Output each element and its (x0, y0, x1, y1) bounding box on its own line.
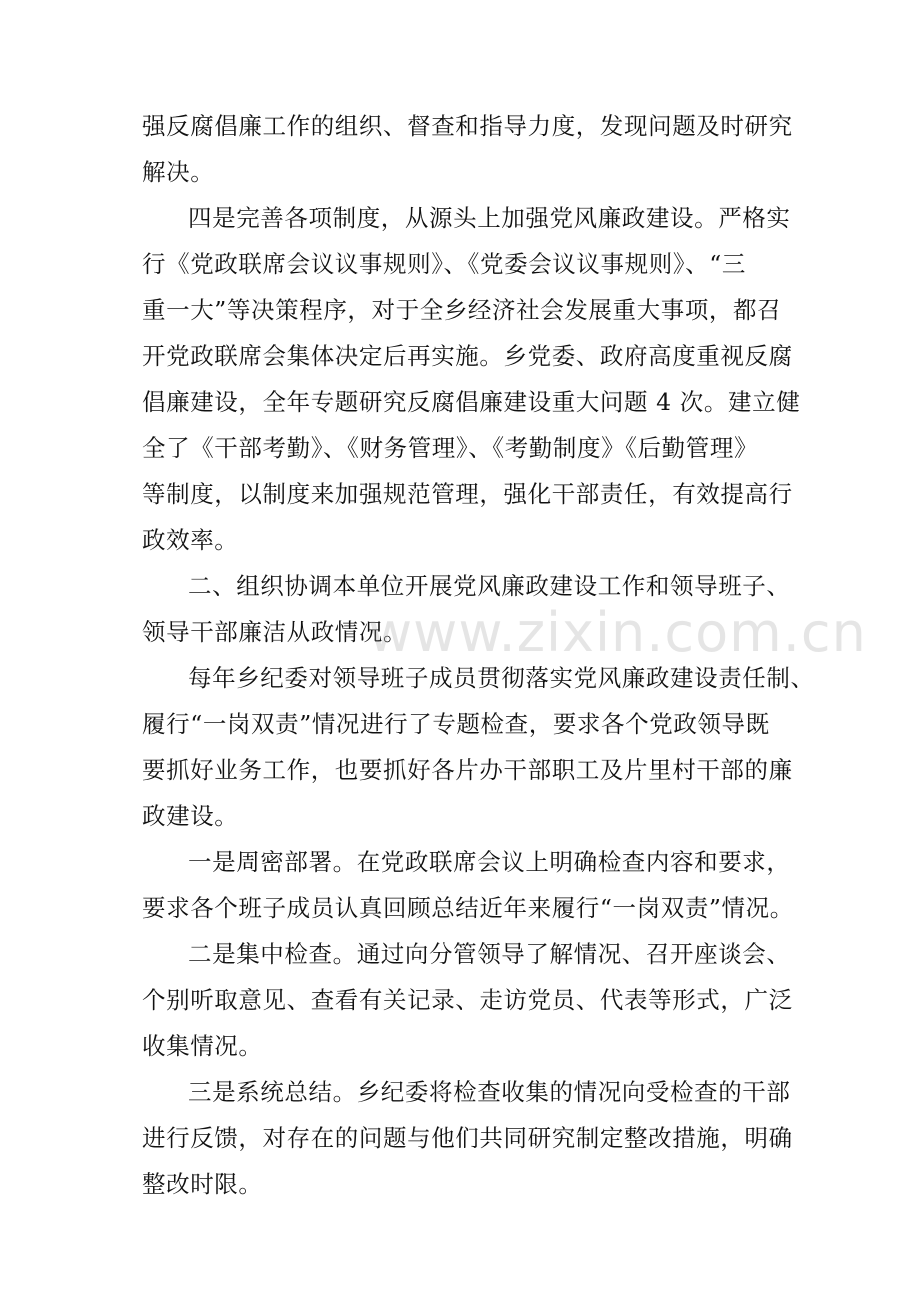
paragraph-start-line: 三是系统总结。乡纪委将检查收集的情况向受检查的干部 (188, 1078, 791, 1106)
text-line: 履行“一岗双责”情况进行了专题检查，要求各个党政领导既 (142, 710, 770, 738)
section-heading-line: 二、组织协调本单位开展党风廉政建设工作和领导班子、 (188, 572, 791, 600)
text-line: 要求各个班子成员认真回顾总结近年来履行“一岗双责”情况。 (142, 894, 794, 922)
text-line: 个别听取意见、查看有关记录、走访党员、代表等形式，广泛 (142, 986, 793, 1014)
paragraph-start-line: 一是周密部署。在党政联席会议上明确检查内容和要求， (188, 848, 791, 876)
text-line: 行《党政联席会议议事规则》、《党委会议议事规则》、“三 (142, 250, 746, 278)
text-line: 要抓好业务工作，也要抓好各片办干部职工及片里村干部的廉 (142, 756, 793, 784)
section-heading-line: 领导干部廉洁从政情况。 (142, 618, 408, 646)
text-line: 政建设。 (142, 802, 239, 830)
text-line: 整改时限。 (142, 1170, 263, 1198)
watermark: www.zixin.com.cn (368, 601, 867, 664)
paragraph-start-line: 每年乡纪委对领导班子成员贯彻落实党风廉政建设责任制、 (188, 664, 815, 692)
text-line: 全了《干部考勤》、《财务管理》、《考勤制度》《后勤管理》 (142, 434, 759, 462)
paragraph-start-line: 二是集中检查。通过向分管领导了解情况、召开座谈会、 (188, 940, 791, 968)
text-line: 等制度，以制度来加强规范管理，强化干部责任，有效提高行 (142, 480, 793, 508)
paragraph-start-line: 四是完善各项制度，从源头上加强党风廉政建设。严格实 (188, 204, 791, 232)
text-line: 重一大”等决策程序，对于全乡经济社会发展重大事项，都召 (142, 296, 782, 324)
text-line: 政效率。 (142, 526, 239, 554)
text-line: 开党政联席会集体决定后再实施。乡党委、政府高度重视反腐 (142, 342, 793, 370)
text-line: 进行反馈，对存在的问题与他们共同研究制定整改措施，明确 (142, 1124, 793, 1152)
text-line: 倡廉建设，全年专题研究反腐倡廉建设重大问题 4 次。建立健 (142, 388, 801, 416)
text-line: 强反腐倡廉工作的组织、督查和指导力度，发现问题及时研究 (142, 112, 793, 140)
text-line: 收集情况。 (142, 1032, 263, 1060)
text-line: 解决。 (142, 158, 215, 186)
